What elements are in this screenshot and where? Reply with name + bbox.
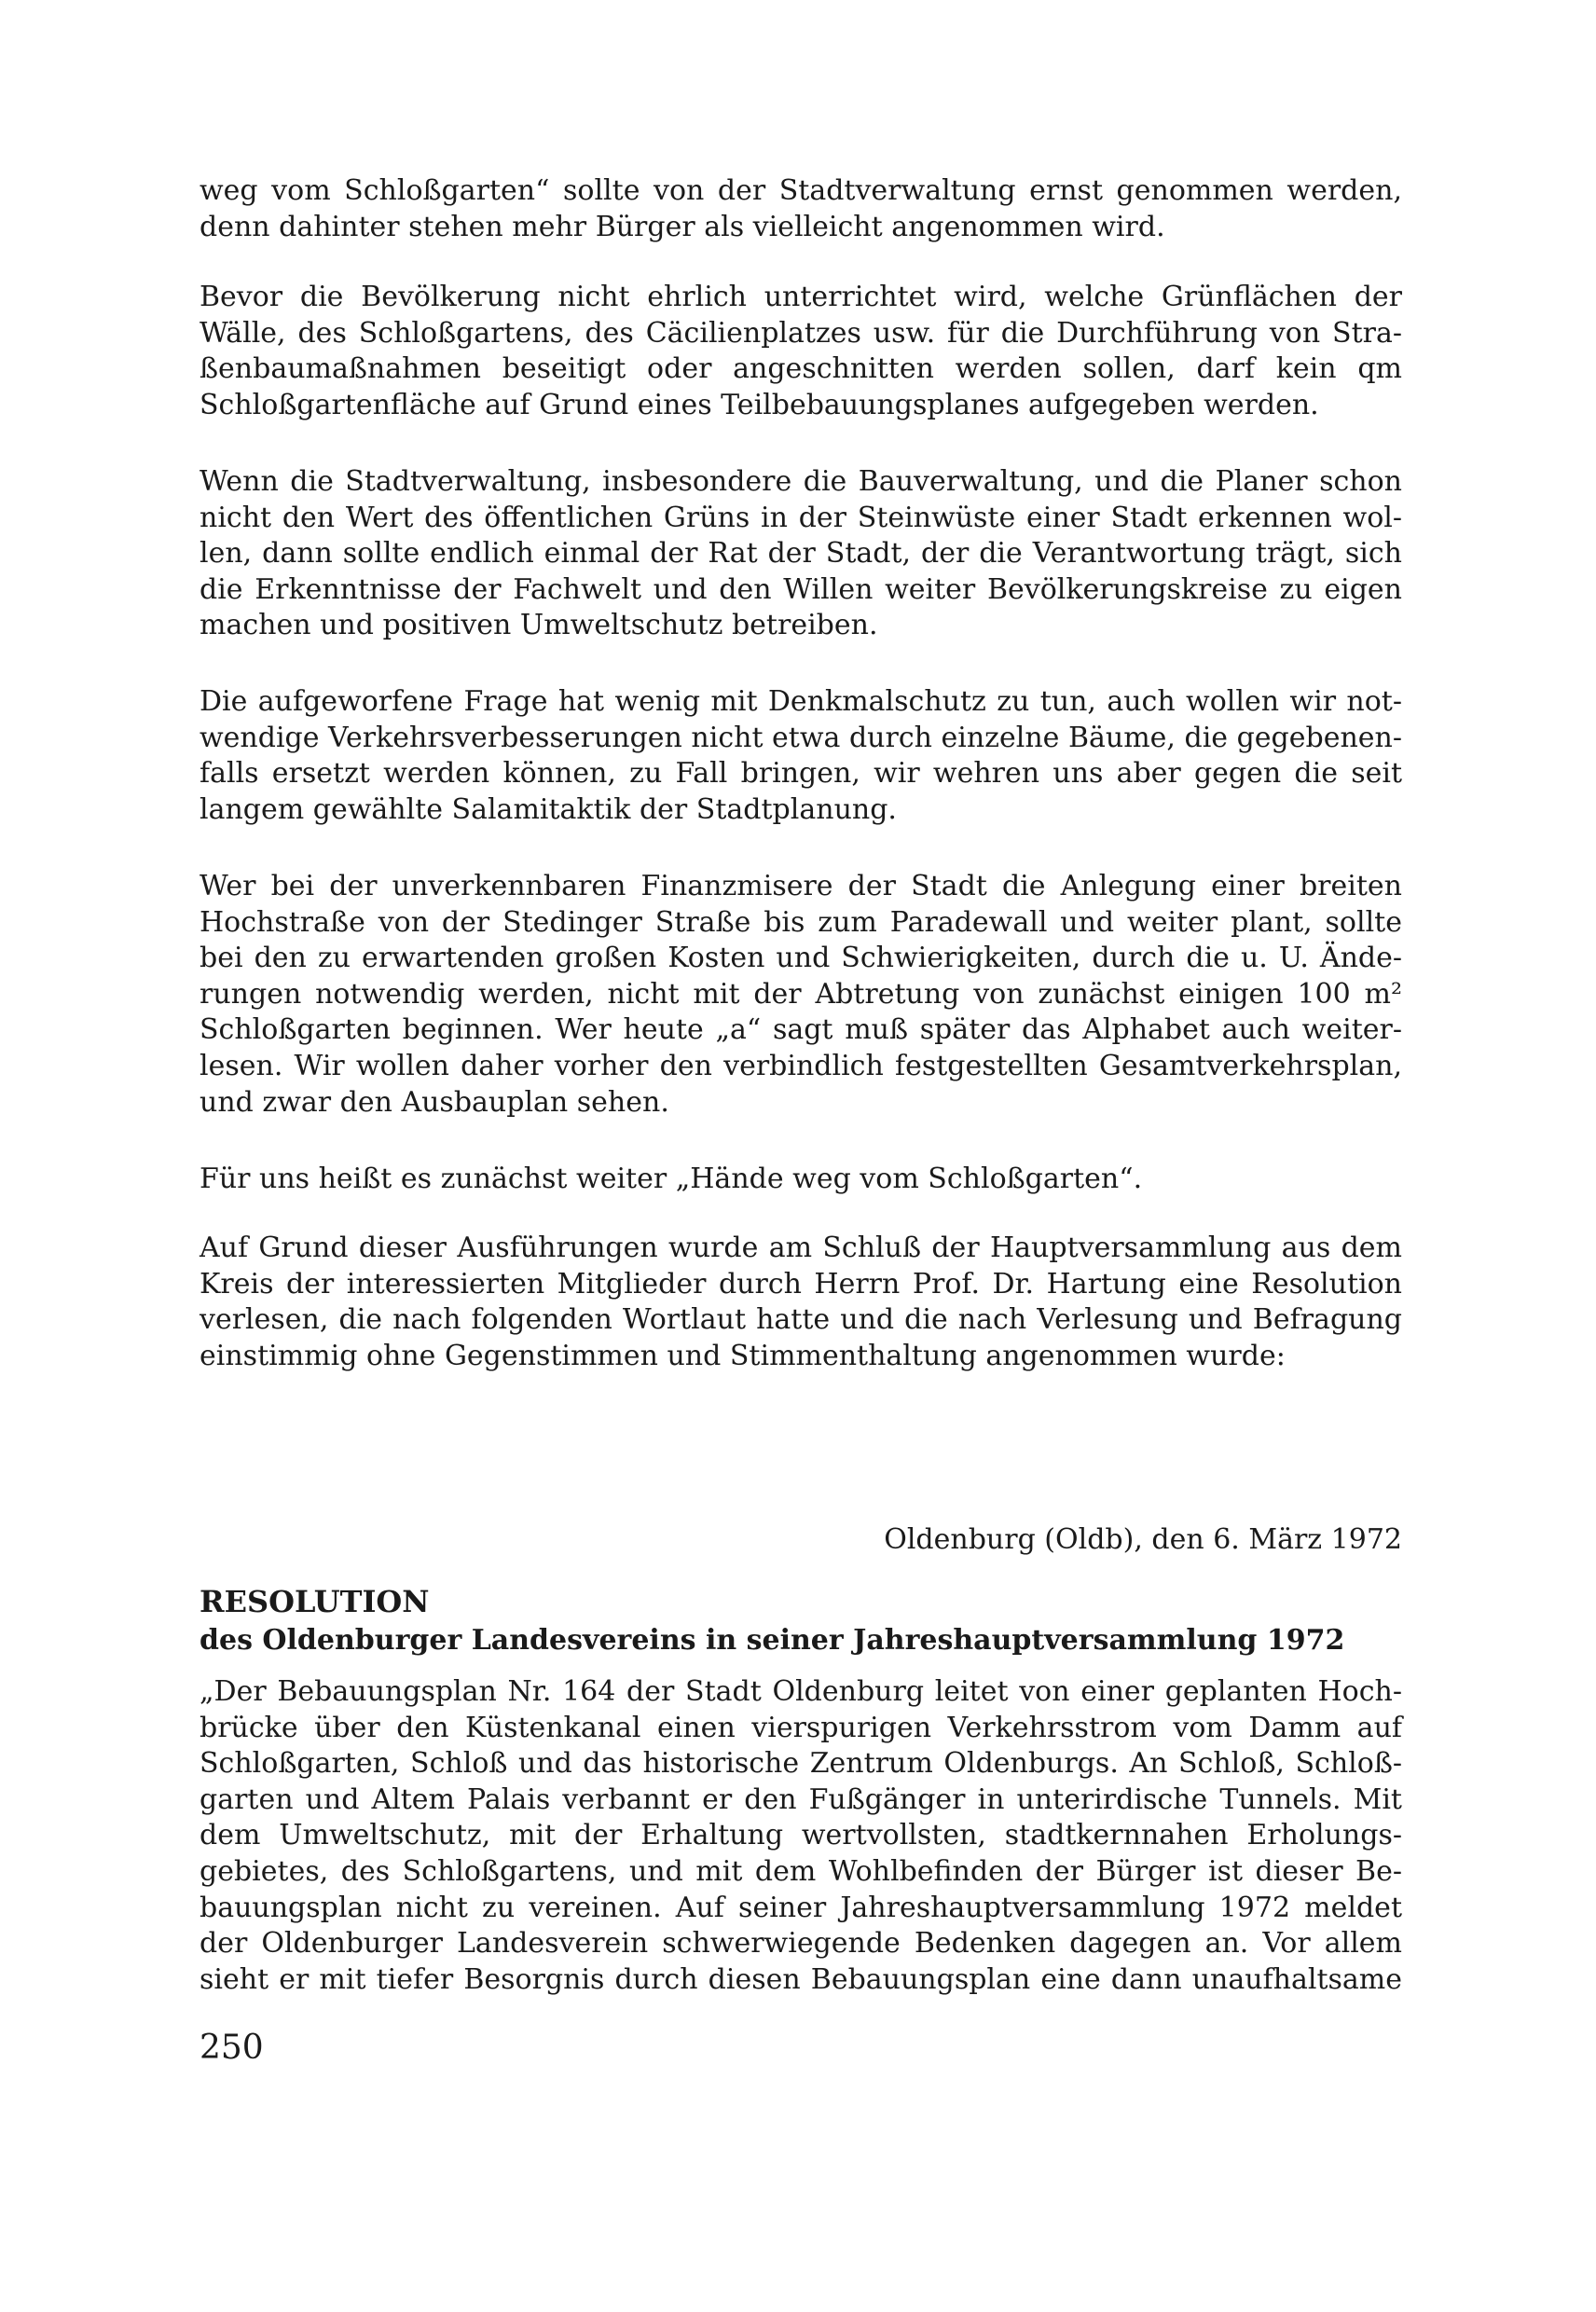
text-line: Schloßgarten, Schloß und das historische Zentrum Oldenburgs. An Schloß, Schloß- bbox=[200, 1747, 1402, 1781]
text-line: Bevor die Bevölkerung nicht ehrlich unterrichtet wird, welche Grünflächen der bbox=[200, 281, 1402, 313]
text-line: langem gewählte Salamitaktik der Stadtplanung. bbox=[200, 792, 897, 826]
text-line: denn dahinter stehen mehr Bürger als vielleicht angenommen wird. bbox=[200, 210, 1165, 243]
date-line: Oldenburg (Oldb), den 6. März 1972 bbox=[884, 1523, 1402, 1556]
text-line: machen und positiven Umweltschutz betreiben. bbox=[200, 609, 878, 642]
text-line: einstimmig ohne Gegenstimmen und Stimmenthaltung angenommen wurde: bbox=[200, 1339, 1286, 1372]
text-line: und zwar den Ausbauplan sehen. bbox=[200, 1085, 669, 1119]
text-line: brücke über den Küstenkanal einen vierspurigen Verkehrsstrom vom Damm auf bbox=[200, 1711, 1402, 1744]
paragraph-4 bbox=[200, 684, 1402, 828]
text-line: len, dann sollte endlich einmal der Rat der Stadt, der die Verantwortung trägt, sich bbox=[200, 537, 1402, 571]
text-line: falls ersetzt werden können, zu Fall bringen, wir wehren uns aber gegen die seit bbox=[200, 757, 1402, 791]
text-line: ßenbaumaßnahmen beseitigt oder angeschnitten werden sollen, darf kein qm bbox=[200, 352, 1402, 386]
text-line: Die aufgeworfene Frage hat wenig mit Denkmalschutz zu tun, auch wollen wir not- bbox=[200, 685, 1402, 718]
paragraph-1 bbox=[200, 173, 1402, 245]
text-line: Wälle, des Schloßgartens, des Cäcilienplatzes usw. für die Durchführung von Stra- bbox=[200, 316, 1402, 350]
text-line: Wer bei der unverkennbaren Finanzmisere der Stadt die Anlegung einer breiten bbox=[200, 870, 1402, 902]
text-line: rungen notwendig werden, nicht mit der Abtretung von zunächst einigen 100 m² bbox=[200, 977, 1402, 1011]
text-line: Schloßgarten beginnen. Wer heute „a“ sagt muß später das Alphabet auch weiter- bbox=[200, 1013, 1402, 1047]
paragraph-6 bbox=[200, 1162, 1402, 1198]
text-line: weg vom Schloßgarten“ sollte von der Stadtverwaltung ernst genommen werden, bbox=[200, 174, 1402, 207]
text-line: Wenn die Stadtverwaltung, insbesondere die Bauverwaltung, und die Planer schon bbox=[200, 465, 1402, 498]
page-number: 250 bbox=[200, 2029, 264, 2067]
text-line: bauungsplan nicht zu vereinen. Auf seiner Jahreshauptversammlung 1972 meldet bbox=[200, 1891, 1402, 1924]
text-line: nicht den Wert des öffentlichen Grüns in der Steinwüste einer Stadt erkennen wol- bbox=[200, 501, 1402, 534]
resolution-subtitle: des Oldenburger Landesvereins in seiner Jahreshauptversammlung 1972 bbox=[200, 1624, 1345, 1657]
text-line: gebietes, des Schloßgartens, und mit dem Wohlbefinden der Bürger ist dieser Be- bbox=[200, 1854, 1402, 1888]
text-line: dem Umweltschutz, mit der Erhaltung wertvollsten, stadtkernnahen Erholungs- bbox=[200, 1819, 1402, 1852]
text-line: Für uns heißt es zunächst weiter „Hände weg vom Schloßgarten“. bbox=[200, 1163, 1143, 1195]
paragraph-5 bbox=[200, 869, 1402, 1121]
paragraph-3 bbox=[200, 464, 1402, 644]
text-line: garten und Altem Palais verbannt er den Fußgänger in unterirdische Tunnels. Mit bbox=[200, 1782, 1402, 1816]
text-line: Hochstraße von der Stedinger Straße bis zum Paradewall und weiter plant, sollte bbox=[200, 905, 1402, 939]
resolution-body bbox=[200, 1674, 1402, 1998]
text-line: verlesen, die nach folgenden Wortlaut hatte und die nach Verlesung und Befragung bbox=[200, 1303, 1402, 1337]
text-line: Kreis der interessierten Mitglieder durch Herrn Prof. Dr. Hartung eine Resolution bbox=[200, 1267, 1402, 1300]
paragraph-7 bbox=[200, 1231, 1402, 1374]
text-line: Auf Grund dieser Ausführungen wurde am Schluß der Hauptversammlung aus dem bbox=[200, 1232, 1402, 1264]
text-line: lesen. Wir wollen daher vorher den verbindlich festgestellten Gesamtverkehrsplan, bbox=[200, 1049, 1402, 1082]
text-line: Schloßgartenfläche auf Grund eines Teilbebauungsplanes aufgegeben werden. bbox=[200, 388, 1319, 421]
text-line: „Der Bebauungsplan Nr. 164 der Stadt Oldenburg leitet von einer geplanten Hoch- bbox=[200, 1675, 1402, 1708]
text-line: die Erkenntnisse der Fachwelt und den Willen weiter Bevölkerungskreise zu eigen bbox=[200, 572, 1402, 606]
text-line: der Oldenburger Landesverein schwerwiegende Bedenken dagegen an. Vor allem bbox=[200, 1927, 1402, 1961]
text-line: wendige Verkehrsverbesserungen nicht etwa durch einzelne Bäume, die gegebenen- bbox=[200, 721, 1402, 754]
text-line: bei den zu erwartenden großen Kosten und Schwierigkeiten, durch die u. U. Ände- bbox=[200, 942, 1402, 975]
paragraph-2 bbox=[200, 280, 1402, 423]
resolution-title: RESOLUTION bbox=[200, 1584, 430, 1619]
text-line: sieht er mit tiefer Besorgnis durch diesen Bebauungsplan eine dann unaufhaltsame bbox=[200, 1962, 1402, 1996]
